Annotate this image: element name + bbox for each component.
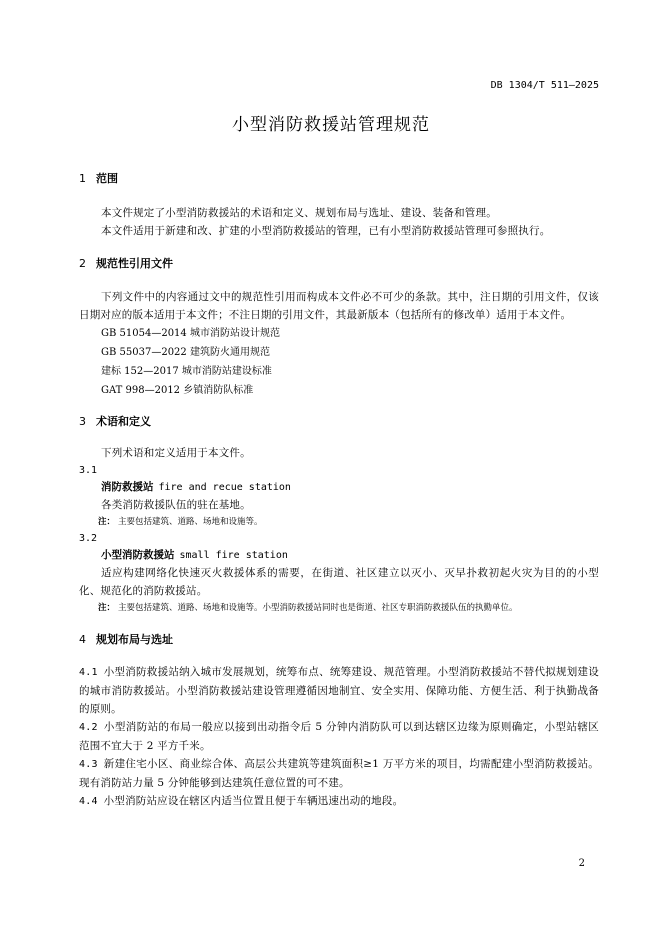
section-3-number: 3	[79, 415, 86, 428]
term-chinese-name: 消防救援站	[101, 481, 154, 493]
note-text: 主要包括建筑、道路、场地和设施等。小型消防救援站同时也是街道、社区专职消防救援队伍的执勤单位。	[118, 603, 518, 613]
clause-text: 小型消防救援站纳入城市发展规划，统筹布点、统筹建设、规范管理。小型消防救援站不替代拟规划建设的城市消防救援站。小型消防救援站建设管理遵循因地制宜、安全实用、保障功能、方便生活、利于执勤战备的原则。	[79, 666, 599, 715]
clause-4-2	[79, 718, 599, 755]
section-3-title: 术语和定义	[96, 415, 151, 428]
term-title	[79, 479, 599, 496]
clause-4-1	[79, 663, 599, 718]
term-english-name: fire and recue station	[158, 482, 291, 493]
clause-4-4	[79, 792, 599, 811]
term-number: 3.1	[79, 465, 98, 476]
section-2-paragraph-1: 下列文件中的内容通过文中的规范性引用而构成本文件必不可少的条款。其中，注日期的引用文件，仅该日期对应的版本适用于本文件；不注日期的引用文件，其最新版本（包括所有的修改单）适用于本文件。	[79, 291, 599, 321]
term-chinese-name: 小型消防救援站	[101, 549, 175, 561]
section-1-heading	[79, 171, 599, 187]
term-english-name: small fire station	[179, 550, 288, 561]
clause-number: 4.2	[79, 722, 98, 733]
section-2-title: 规范性引用文件	[96, 257, 173, 270]
term-note	[79, 600, 599, 616]
document-title: 小型消防救援站管理规范	[232, 115, 430, 135]
reference-item: GB 55037—2022 建筑防火通用规范	[101, 347, 270, 358]
section-3-intro: 下列术语和定义适用于本文件。	[101, 447, 251, 459]
clause-number: 4.1	[79, 667, 98, 678]
clause-text: 小型消防站应设在辖区内适当位置且便于车辆迅速出动的地段。	[103, 795, 404, 807]
clause-number: 4.3	[79, 759, 98, 770]
reference-item: GAT 998—2012 乡镇消防队标准	[101, 385, 254, 396]
section-4-title: 规划布局与选址	[96, 633, 173, 646]
section-3-heading	[79, 414, 599, 430]
note-label: 注：	[98, 603, 116, 613]
section-1-title: 范围	[96, 172, 118, 185]
term-note	[79, 514, 599, 530]
page-number: 2	[578, 858, 585, 869]
clause-4-3	[79, 755, 599, 792]
section-1-paragraph-2: 本文件适用于新建和改、扩建的小型消防救援站的管理，已有小型消防救援站管理可参照执行。	[101, 225, 551, 237]
term-definition: 适应构建网络化快速灭火救援体系的需要，在街道、社区建立以灭小、灭早扑救初起火灾为目的的小型化、规范化的消防救援站。	[79, 567, 599, 597]
document-code: DB 1304/T 511—2025	[490, 80, 599, 91]
clause-text: 小型消防站的布局一般应以接到出动指令后 5 分钟内消防队可以到达辖区边缘为原则确定，小型站辖区范围不宜大于 2 平方千米。	[79, 721, 599, 752]
term-title	[79, 547, 599, 564]
section-4-number: 4	[79, 633, 86, 646]
section-2-number: 2	[79, 257, 86, 270]
reference-item: 建标 152—2017 城市消防站建设标准	[101, 366, 272, 377]
clause-text: 新建住宅小区、商业综合体、高层公共建筑等建筑面积≥1 万平方米的项目，均需配建小型消防救援站。现有消防站力量 5 分钟能够到达建筑任意位置的可不建。	[79, 758, 599, 789]
term-number: 3.2	[79, 533, 98, 544]
reference-item: GB 51054—2014 城市消防站设计规范	[101, 328, 280, 339]
document-body	[79, 171, 599, 811]
clause-number: 4.4	[79, 796, 98, 807]
section-4-heading	[79, 632, 599, 648]
note-label: 注：	[98, 517, 116, 527]
section-2-heading	[79, 256, 599, 272]
term-definition: 各类消防救援队伍的驻在基地。	[101, 499, 251, 511]
note-text: 主要包括建筑、道路、场地和设施等。	[118, 517, 263, 527]
section-1-paragraph-1: 本文件规定了小型消防救援站的术语和定义、规划布局与选址、建设、装备和管理。	[101, 207, 497, 219]
section-1-number: 1	[79, 172, 86, 185]
